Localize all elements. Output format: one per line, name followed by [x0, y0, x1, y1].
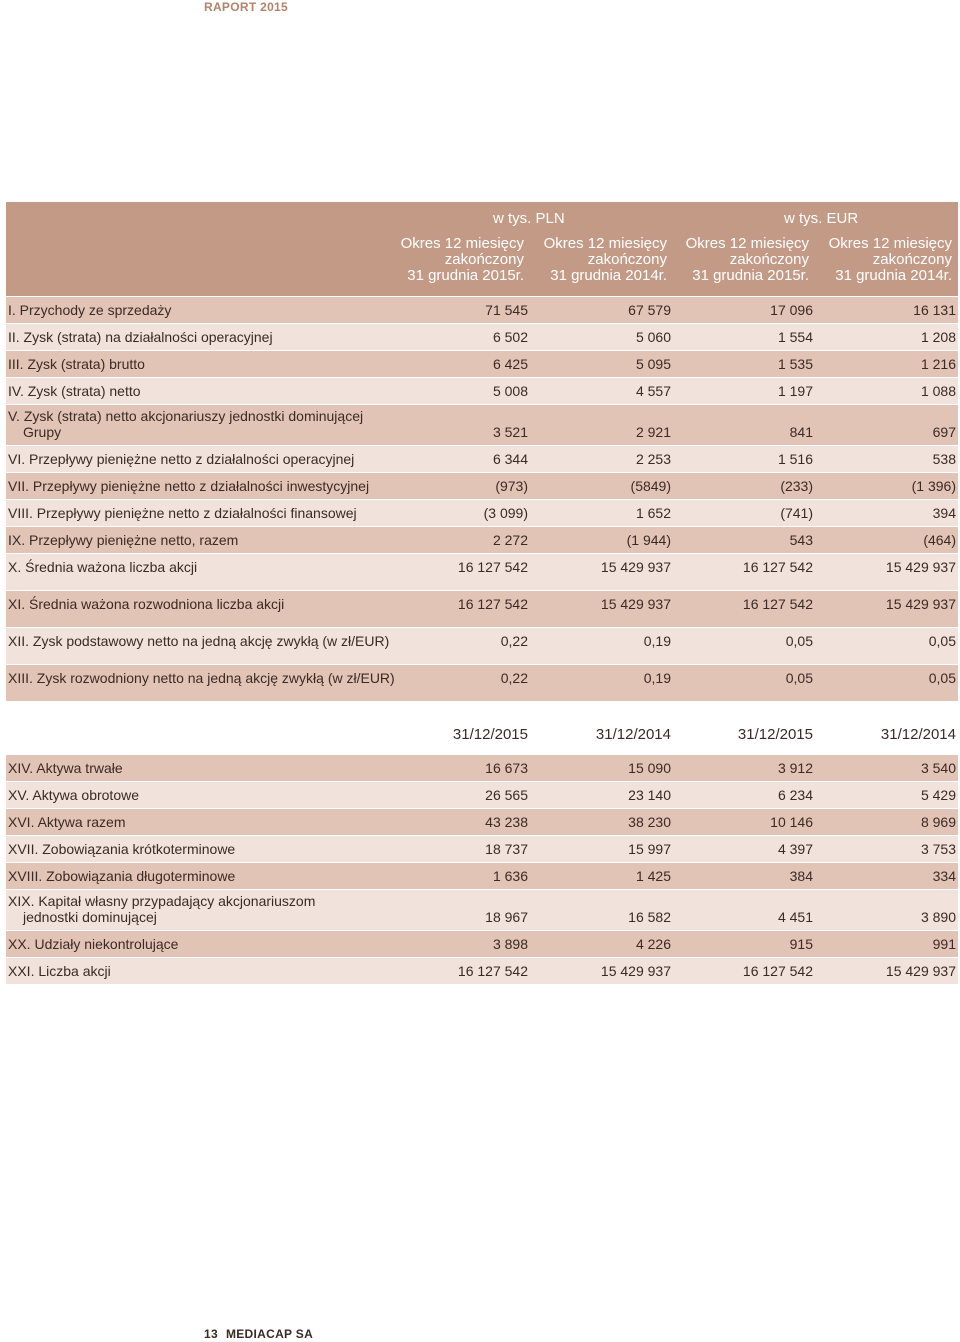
row-value: 4 397	[777, 841, 813, 857]
row-label: IX. Przepływy pieniężne netto, razem	[8, 532, 239, 548]
row-value: 0,22	[500, 633, 528, 649]
table-row	[6, 627, 958, 664]
table-row	[6, 590, 958, 627]
row-value: 1 216	[920, 356, 956, 372]
row-value: 0,05	[928, 670, 956, 686]
table-row	[6, 472, 958, 499]
row-value: 16 127 542	[742, 559, 813, 575]
row-label: VI. Przepływy pieniężne netto z działalności operacyjnej	[8, 451, 355, 467]
table-body	[6, 296, 958, 984]
row-label: VIII. Przepływy pieniężne netto z działalności finansowej	[8, 505, 357, 521]
row-value: 15 429 937	[885, 963, 956, 979]
row-value: 697	[932, 424, 956, 440]
row-value: 6 425	[492, 356, 528, 372]
row-value: 15 997	[628, 841, 671, 857]
balance-row	[6, 754, 958, 781]
row-value: 1 652	[635, 505, 671, 521]
row-value: 16 127 542	[457, 596, 528, 612]
row-label: I. Przychody ze sprzedaży	[8, 302, 172, 318]
row-value: 841	[789, 424, 813, 440]
row-label: XXI. Liczba akcji	[8, 963, 111, 979]
balance-row	[6, 862, 958, 889]
row-value: 5 008	[492, 383, 528, 399]
row-value: 0,05	[785, 670, 813, 686]
report-title: RAPORT 2015	[204, 0, 288, 14]
row-label: X. Średnia ważona liczba akcji	[8, 559, 198, 575]
row-label: XVIII. Zobowiązania długoterminowe	[8, 868, 236, 884]
row-value: 4 226	[635, 936, 671, 952]
row-value: 17 096	[770, 302, 813, 318]
row-label: XVI. Aktywa razem	[8, 814, 126, 830]
row-value: (1 944)	[626, 532, 671, 548]
row-value: 67 579	[628, 302, 671, 318]
row-value: 0,22	[500, 670, 528, 686]
table-row	[6, 664, 958, 701]
table-row	[6, 499, 958, 526]
row-value: 4 451	[777, 909, 813, 925]
row-value: 1 197	[777, 383, 813, 399]
row-value: 15 090	[628, 760, 671, 776]
row-value: 384	[789, 868, 813, 884]
balance-row	[6, 835, 958, 862]
row-value: 991	[932, 936, 956, 952]
row-value: 2 253	[635, 451, 671, 467]
table-row	[6, 445, 958, 472]
row-value: 1 425	[635, 868, 671, 884]
row-value: 16 127 542	[742, 963, 813, 979]
row-value: 538	[932, 451, 956, 467]
row-label: XI. Średnia ważona rozwodniona liczba akcji	[8, 596, 285, 612]
row-label: XX. Udziały niekontrolujące	[8, 936, 179, 952]
row-label: XIX. Kapitał własny przypadający akcjonariuszom jednostki dominującej	[8, 893, 316, 925]
balance-date-row	[6, 701, 958, 754]
row-value: 16 127 542	[457, 963, 528, 979]
column-header-eur-2015: Okres 12 miesięcy zakończony 31 grudnia 2015r.	[685, 235, 809, 284]
row-value: 15 429 937	[885, 596, 956, 612]
row-value: 3 890	[920, 909, 956, 925]
table-row	[6, 553, 958, 590]
page-number: 13	[204, 1327, 218, 1341]
row-value: 0,05	[785, 633, 813, 649]
table-row	[6, 404, 958, 445]
row-value: (233)	[780, 478, 813, 494]
row-value: 15 429 937	[600, 596, 671, 612]
row-value: 15 429 937	[885, 559, 956, 575]
row-value: 543	[789, 532, 813, 548]
row-value: 3 540	[920, 760, 956, 776]
currency-pln-label: w tys. PLN	[493, 210, 565, 227]
row-label: VII. Przepływy pieniężne netto z działalności inwestycyjnej	[8, 478, 370, 494]
row-label: XVII. Zobowiązania krótkoterminowe	[8, 841, 236, 857]
balance-row	[6, 808, 958, 835]
row-value: 43 238	[485, 814, 528, 830]
row-value: 0,19	[643, 670, 671, 686]
balance-date: 31/12/2014	[595, 726, 671, 743]
table-header	[6, 202, 958, 296]
row-label: XIII. Zysk rozwodniony netto na jedną akcję zwykłą (w zł/EUR)	[8, 670, 395, 686]
row-value: 16 673	[485, 760, 528, 776]
balance-date: 31/12/2014	[880, 726, 956, 743]
row-value: 3 898	[492, 936, 528, 952]
column-header-pln-2014: Okres 12 miesięcy zakończony 31 grudnia 2014r.	[543, 235, 667, 284]
row-value: 71 545	[485, 302, 528, 318]
balance-row	[6, 781, 958, 808]
page-footer	[204, 1327, 313, 1341]
row-value: 1 554	[777, 329, 813, 345]
row-value: 6 344	[492, 451, 528, 467]
row-label: V. Zysk (strata) netto akcjonariuszy jednostki dominującej Grupy	[8, 408, 364, 440]
row-value: 1 088	[920, 383, 956, 399]
table-row	[6, 526, 958, 553]
row-value: 5 095	[635, 356, 671, 372]
table-row	[6, 350, 958, 377]
row-value: 6 502	[492, 329, 528, 345]
row-value: 2 921	[635, 424, 671, 440]
row-value: 38 230	[628, 814, 671, 830]
row-value: (3 099)	[483, 505, 528, 521]
row-value: 5 060	[635, 329, 671, 345]
row-label: XII. Zysk podstawowy netto na jedną akcję zwykłą (w zł/EUR)	[8, 633, 390, 649]
row-value: (741)	[780, 505, 813, 521]
row-value: 18 967	[485, 909, 528, 925]
table-row	[6, 323, 958, 350]
row-value: 16 127 542	[457, 559, 528, 575]
row-value: 23 140	[628, 787, 671, 803]
balance-row	[6, 889, 958, 930]
row-value: 16 131	[913, 302, 956, 318]
row-value: 16 127 542	[742, 596, 813, 612]
row-value: 4 557	[635, 383, 671, 399]
row-value: (5849)	[630, 478, 671, 494]
balance-date: 31/12/2015	[452, 726, 528, 743]
row-value: 18 737	[485, 841, 528, 857]
row-value: 16 582	[628, 909, 671, 925]
row-value: 26 565	[485, 787, 528, 803]
financial-table	[6, 202, 958, 984]
row-label: XIV. Aktywa trwałe	[8, 760, 123, 776]
row-label: II. Zysk (strata) na działalności operacyjnej	[8, 329, 273, 345]
company-name: MEDIACAP SA	[225, 1327, 314, 1341]
row-value: 15 429 937	[600, 559, 671, 575]
row-value: 1 535	[777, 356, 813, 372]
row-label: IV. Zysk (strata) netto	[8, 383, 141, 399]
row-value: 0,05	[928, 633, 956, 649]
column-header-pln-2015: Okres 12 miesięcy zakończony 31 grudnia 2015r.	[400, 235, 524, 284]
row-value: 1 516	[777, 451, 813, 467]
row-value: 2 272	[492, 532, 528, 548]
column-header-eur-2014: Okres 12 miesięcy zakończony 31 grudnia 2014r.	[828, 235, 952, 284]
row-value: 3 912	[777, 760, 813, 776]
row-value: 6 234	[777, 787, 813, 803]
row-value: 3 521	[492, 424, 528, 440]
row-value: (1 396)	[911, 478, 956, 494]
row-value: (464)	[923, 532, 956, 548]
row-value: 8 969	[920, 814, 956, 830]
row-value: 0,19	[643, 633, 671, 649]
balance-row	[6, 930, 958, 957]
row-value: 5 429	[920, 787, 956, 803]
row-value: 915	[789, 936, 813, 952]
balance-row	[6, 957, 958, 984]
table-row	[6, 377, 958, 404]
row-value: 394	[932, 505, 956, 521]
row-label: III. Zysk (strata) brutto	[8, 356, 145, 372]
row-value: 1 208	[920, 329, 956, 345]
row-value: 1 636	[492, 868, 528, 884]
row-value: 334	[932, 868, 956, 884]
table-row	[6, 296, 958, 323]
balance-date: 31/12/2015	[737, 726, 813, 743]
row-value: (973)	[495, 478, 528, 494]
currency-eur-label: w tys. EUR	[784, 210, 859, 227]
row-value: 15 429 937	[600, 963, 671, 979]
row-label: XV. Aktywa obrotowe	[8, 787, 140, 803]
row-value: 10 146	[770, 814, 813, 830]
row-value: 3 753	[920, 841, 956, 857]
